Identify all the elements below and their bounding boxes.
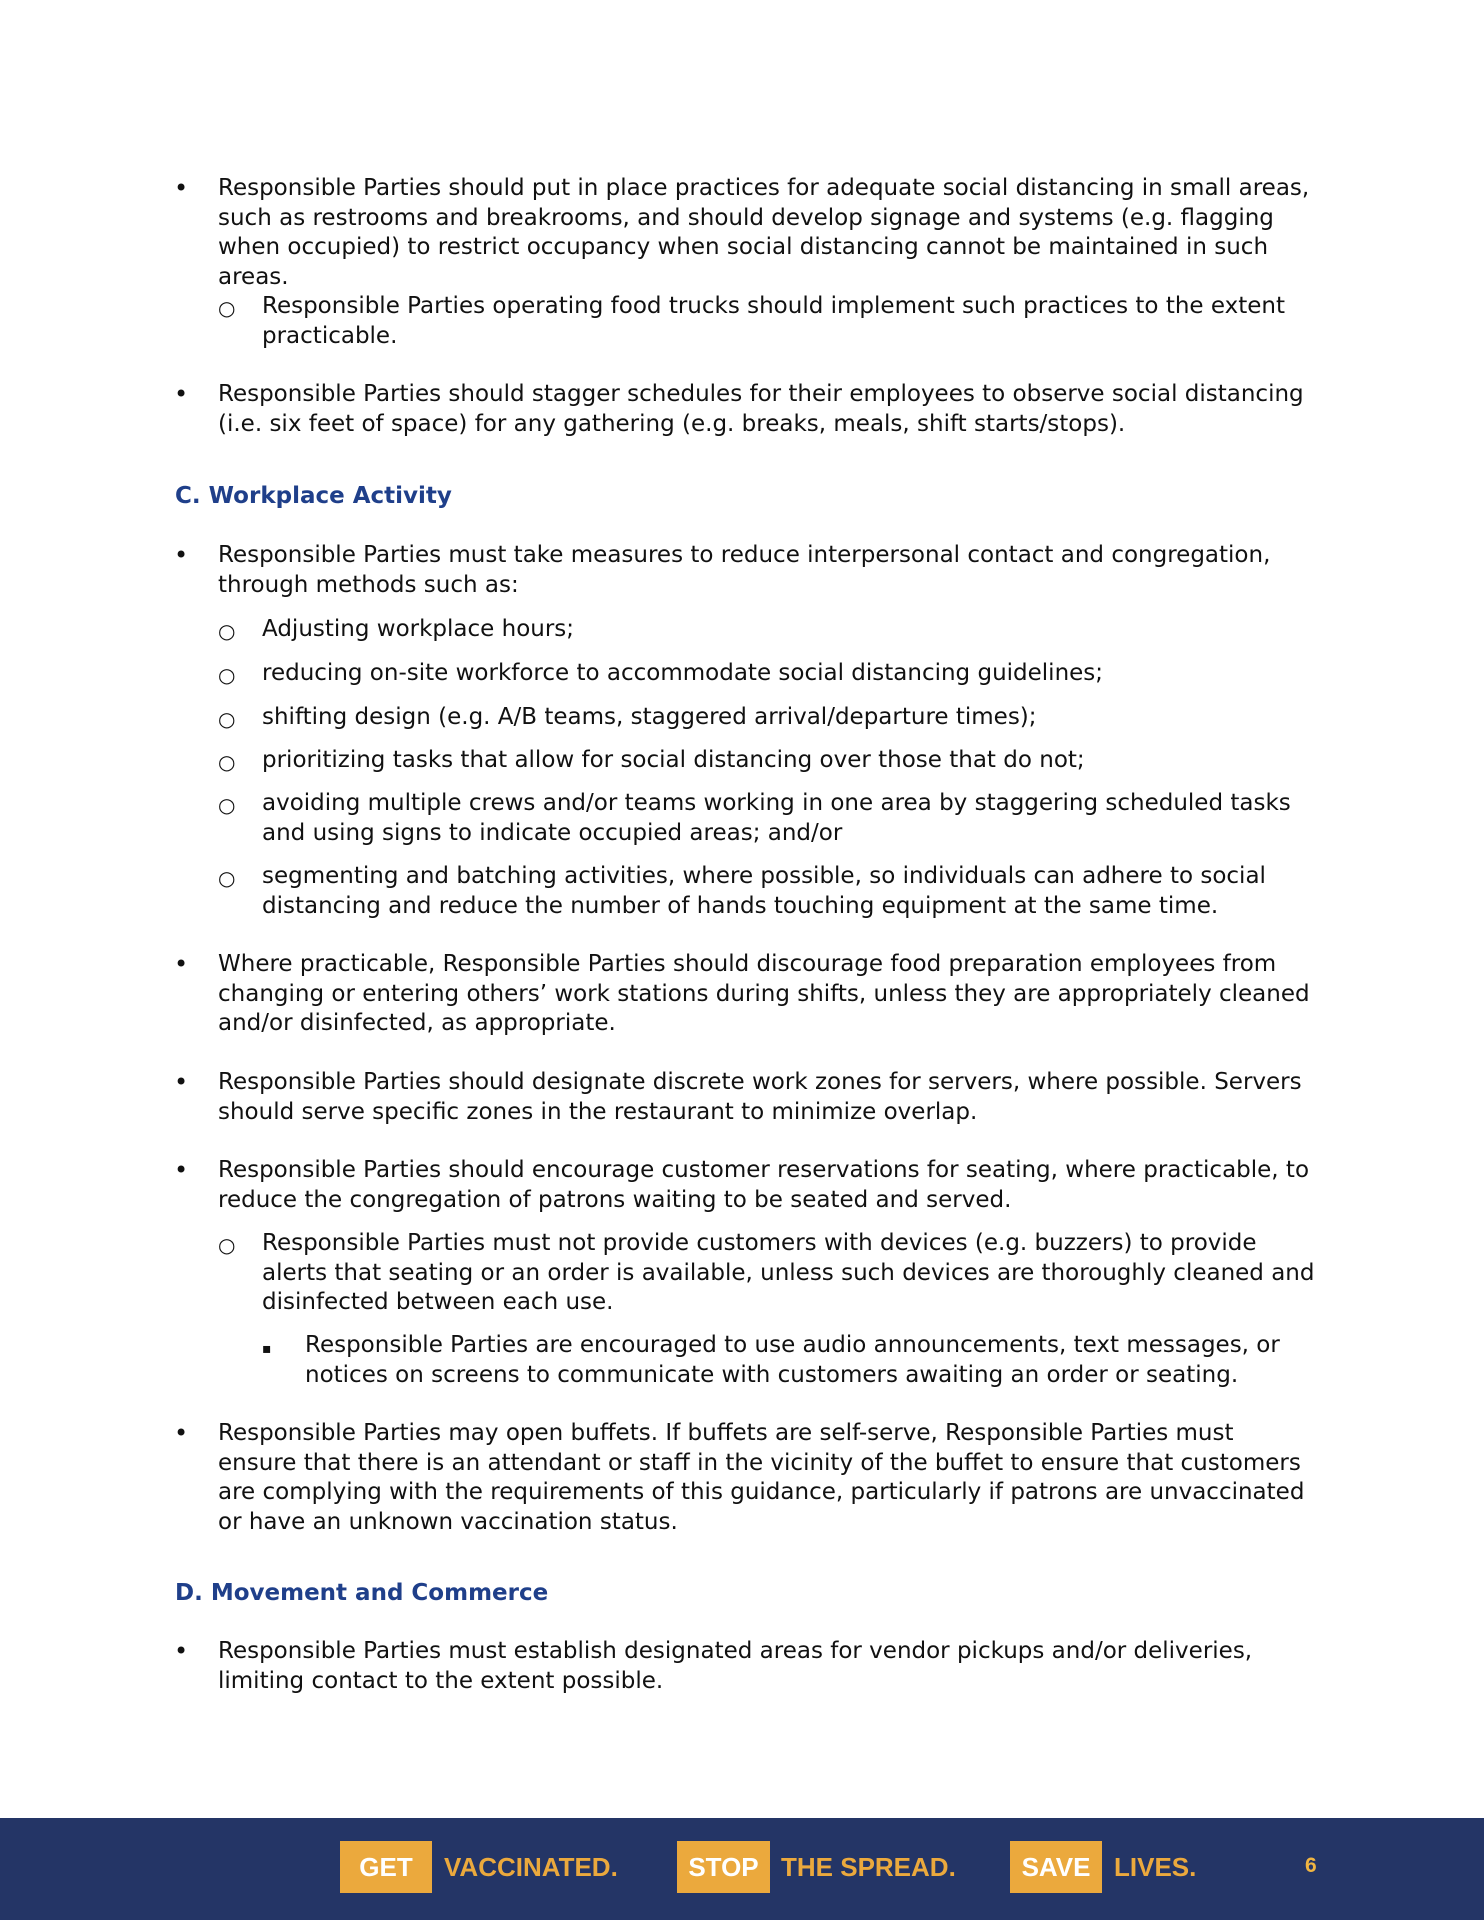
list-item (218, 615, 1322, 645)
square-marker: ▪ (262, 1341, 272, 1357)
list-item-text: shifting design (e.g. A/B teams, staggered arrival/departure times); (262, 704, 1037, 730)
list-item (218, 789, 1322, 848)
bullet-marker: • (174, 541, 189, 569)
circle-marker: ○ (218, 296, 236, 320)
footer-box-save: SAVE (1010, 1841, 1102, 1893)
list-item-text: Responsible Parties must establish designated areas for vendor pickups and/or deliveries, limiting contact to the extent possible. (218, 1638, 1253, 1694)
list-item-text: Responsible Parties operating food trucks should implement such practices to the extent practicable. (262, 293, 1285, 349)
footer-text-lives: LIVES. (1114, 1852, 1197, 1882)
list-item (174, 1637, 1318, 1696)
circle-marker: ○ (218, 619, 236, 643)
list-item-text: reducing on-site workforce to accommodate social distancing guidelines; (262, 660, 1104, 686)
list-item-text: Where practicable, Responsible Parties should discourage food preparation employees from changing or entering others’ work stations during shifts, unless they are appropriately cleaned and/or disinfected, as appropriate. (218, 951, 1310, 1036)
list-item-text: Responsible Parties should put in place practices for adequate social distancing in small areas, such as restrooms and breakrooms, and should develop signage and systems (e.g. flagging when occupied) to restrict occupancy when social distancing cannot be maintained in such areas. (218, 175, 1310, 290)
list-item (174, 1156, 1318, 1215)
list-item-text: Responsible Parties may open buffets. If buffets are self-serve, Responsible Parties must ensure that there is an attendant or staff in the vicinity of the buffet to ensure that customers are complying with the requirements of this guidance, particularly if patrons are unvaccinated or have an unknown vaccination status. (218, 1420, 1305, 1535)
bullet-marker: • (174, 380, 189, 408)
list-item (174, 380, 1318, 439)
circle-marker: ○ (218, 707, 236, 731)
list-item-text: Responsible Parties should stagger schedules for their employees to observe social distancing (i.e. six feet of space) for any gathering (e.g. breaks, meals, shift starts/stops). (218, 381, 1304, 437)
circle-marker: ○ (218, 866, 236, 890)
circle-marker: ○ (218, 663, 236, 687)
list-item-text: Responsible Parties should encourage customer reservations for seating, where practicable, to reduce the congregation of patrons waiting to be seated and served. (218, 1157, 1310, 1213)
bullet-marker: • (174, 1419, 189, 1447)
list-item (262, 1331, 1315, 1390)
page-number: 6 (1305, 1854, 1317, 1877)
circle-marker: ○ (218, 1233, 236, 1257)
bullet-marker: • (174, 1068, 189, 1096)
list-item-text: Responsible Parties must take measures to reduce interpersonal contact and congregation, through methods such as: (218, 542, 1271, 598)
footer-banner (0, 1818, 1484, 1920)
list-item-text: Responsible Parties must not provide customers with devices (e.g. buzzers) to provide alerts that seating or an order is available, unless such devices are thoroughly cleaned and disinfected between each use. (262, 1230, 1315, 1315)
footer-text-vaccinated: VACCINATED. (444, 1852, 618, 1882)
list-item (174, 541, 1318, 600)
bullet-marker: • (174, 950, 189, 978)
list-item (174, 1419, 1318, 1537)
bullet-marker: • (174, 1637, 189, 1665)
list-item (174, 950, 1318, 1039)
list-item-text: Responsible Parties should designate discrete work zones for servers, where possible. Servers should serve specific zones in the restaurant to minimize overlap. (218, 1069, 1302, 1125)
footer-box-stop: STOP (677, 1841, 770, 1893)
bullet-marker: • (174, 1156, 189, 1184)
list-item (218, 862, 1322, 921)
list-item-text: prioritizing tasks that allow for social distancing over those that do not; (262, 747, 1085, 773)
section-heading-movement-and-commerce: D. Movement and Commerce (175, 1580, 549, 1606)
list-item (218, 292, 1322, 351)
footer-box-get: GET (340, 1841, 432, 1893)
circle-marker: ○ (218, 750, 236, 774)
list-item (174, 174, 1318, 292)
list-item-text: Responsible Parties are encouraged to use audio announcements, text messages, or notices on screens to communicate with customers awaiting an order or seating. (305, 1332, 1280, 1388)
list-item (218, 1229, 1322, 1318)
list-item (218, 703, 1322, 733)
circle-marker: ○ (218, 793, 236, 817)
list-item (218, 746, 1322, 776)
list-item-text: avoiding multiple crews and/or teams working in one area by staggering scheduled tasks and using signs to indicate occupied areas; and/or (262, 790, 1291, 846)
bullet-marker: • (174, 174, 189, 202)
list-item-text: segmenting and batching activities, where possible, so individuals can adhere to social distancing and reduce the number of hands touching equipment at the same time. (262, 863, 1266, 919)
footer-text-the-spread: THE SPREAD. (781, 1852, 956, 1882)
list-item (218, 659, 1322, 689)
section-heading-workplace-activity: C. Workplace Activity (175, 483, 452, 509)
list-item (174, 1068, 1318, 1127)
list-item-text: Adjusting workplace hours; (262, 616, 575, 642)
